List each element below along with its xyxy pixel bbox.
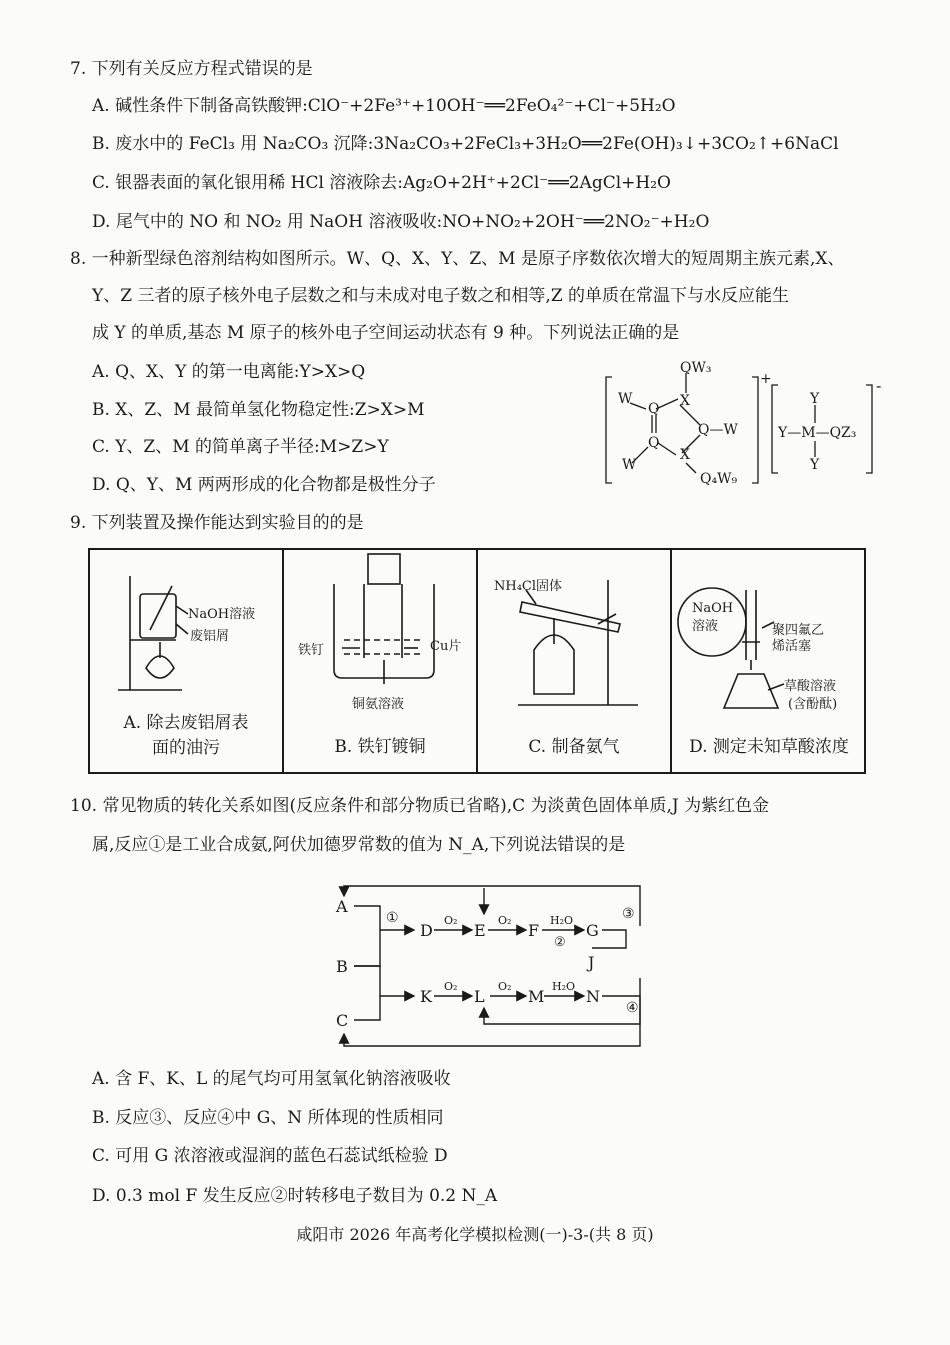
q8-structure-diagram [600,355,890,490]
q9-panel-b-apparatus [284,550,476,710]
q9-panel-c-caption: C. 制备氨气 [528,737,620,757]
q8-x-upper: X [680,393,690,409]
q10-node-e: E [474,921,486,940]
q10-reaction-1: ① [386,910,399,926]
q9-panel-a-label-al: 废铝屑 [190,629,230,644]
page-footer: 咸阳市 2026 年高考化学模拟检测(一)-3-(共 8 页) [296,1225,654,1244]
q7-stem: 7. 下列有关反应方程式错误的是 [70,59,313,79]
q10-node-g: G [586,921,599,940]
q10-reaction-2: ② [554,935,566,950]
q10-stem-line1: 10. 常见物质的转化关系如图(反应条件和部分物质已省略),C 为淡黄色固体单质,J 为紫红色金 [70,796,770,816]
q10-h2o-mn: H₂O [552,980,576,993]
q9-panel-d-caption: D. 测定未知草酸浓度 [689,737,849,757]
q10-o2-ef: O₂ [498,914,512,927]
q9-panel-b-label-nail: 铁钉 [298,643,325,658]
q9-panel-a-caption-line2: 面的油污 [152,738,220,758]
q9-panel-d-label-solution: 溶液 [692,619,719,634]
q10-option-a: A. 含 F、K、L 的尾气均可用氢氧化钠溶液吸收 [92,1069,451,1089]
q9-panel-d-label-ptfe1: 聚四氟乙 [772,623,825,638]
q10-transformation-diagram [330,868,650,1053]
q8-q-lower: Q [648,435,660,451]
q10-reaction-3: ③ [622,906,635,922]
q10-node-b: B [336,957,348,976]
q9-panel-c-apparatus [478,550,670,715]
q9-panel-d-label-indicator: (含酚酞) [788,697,838,712]
q10-node-a: A [336,897,348,916]
q10-node-d: D [420,921,433,940]
q10-node-m: M [528,987,545,1006]
q8-stem-line2: Y、Z 三者的原子核外电子层数之和与未成对电子数之和相等,Z 的单质在常温下与水反应能生 [92,286,790,306]
q7-option-a: A. 碱性条件下制备高铁酸钾:ClO⁻+2Fe³⁺+10OH⁻══2FeO₄²⁻+Cl⁻+5H₂O [92,96,676,116]
q8-y-bottom: Y [810,457,820,473]
q10-node-n: N [586,987,600,1006]
q10-node-k: K [420,987,432,1006]
q8-anion-charge: - [876,376,882,395]
q10-h2o-fg: H₂O [550,914,574,927]
q9-panel-a-caption [108,708,264,758]
q8-qw3-top: QW₃ [680,360,712,376]
q10-option-c: C. 可用 G 浓溶液或湿润的蓝色石蕊试纸检验 D [92,1146,448,1166]
q10-o2-de: O₂ [444,914,458,927]
q7-option-d: D. 尾气中的 NO 和 NO₂ 用 NaOH 溶液吸收:NO+NO₂+2OH⁻══2NO₂⁻+H₂O [92,212,710,232]
q8-w-left-bottom: W [622,457,637,473]
q9-stem: 9. 下列装置及操作能达到实验目的的是 [70,513,364,533]
q10-node-c: C [336,1011,349,1030]
q8-q-upper: Q [648,401,660,417]
q10-stem-line2: 属,反应①是工业合成氨,阿伏加德罗常数的值为 N_A,下列说法错误的是 [92,835,626,855]
q8-x-lower: X [680,447,690,463]
q9-panel-a-label-naoh: NaOH溶液 [188,607,256,622]
q8-stem-line3: 成 Y 的单质,基态 M 原子的核外电子空间运动状态有 9 种。下列说法正确的是 [92,323,680,343]
q10-node-j: J [588,953,595,972]
q8-option-c: C. Y、Z、M 的简单离子半径:M>Z>Y [92,437,389,457]
q10-node-f: F [528,921,540,940]
q9-panel-d-label-naoh: NaOH [692,601,734,616]
q8-cation-charge: + [760,371,772,387]
q9-panel-b-label-cu: Cu片 [430,639,462,654]
q10-o2-kl: O₂ [444,980,458,993]
q9-panel-c-label-nh4cl: NH₄Cl固体 [494,579,563,594]
q9-apparatus-table [88,548,866,774]
q8-option-d: D. Q、Y、M 两两形成的化合物都是极性分子 [92,475,436,495]
q10-option-d: D. 0.3 mol F 发生反应②时转移电子数目为 0.2 N_A [92,1186,498,1206]
q8-y-m-qz3: Y—M—QZ₃ [778,425,857,441]
q8-y-top: Y [810,391,820,407]
q9-panel-d-label-oxalic: 草酸溶液 [784,679,837,694]
q10-o2-lm: O₂ [498,980,512,993]
q8-stem-line1: 8. 一种新型绿色溶剂结构如图所示。W、Q、X、Y、Z、M 是原子序数依次增大的短周期主族元素,X、 [70,249,845,269]
q8-qw-right: Q—W [698,422,738,438]
q10-option-b: B. 反应③、反应④中 G、N 所体现的性质相同 [92,1108,444,1128]
q8-option-a: A. Q、X、Y 的第一电离能:Y>X>Q [92,362,366,382]
q9-panel-a-apparatus [90,550,282,700]
q10-reaction-4: ④ [626,1000,639,1016]
q9-panel-b-caption: B. 铁钉镀铜 [334,737,426,757]
q8-option-b: B. X、Z、M 最简单氢化物稳定性:Z>X>M [92,400,425,420]
q8-q4w9: Q₄W₉ [700,471,738,487]
q8-w-left-top: W [618,391,633,407]
q7-option-c: C. 银器表面的氧化银用稀 HCl 溶液除去:Ag₂O+2H⁺+2Cl⁻══2AgCl+H₂O [92,173,671,193]
q9-panel-d-apparatus [672,550,866,720]
q9-panel-d-label-ptfe2: 烯活塞 [772,639,812,654]
q9-panel-a-caption-line1: A. 除去废铝屑表 [123,713,249,733]
q10-node-l: L [474,987,485,1006]
q9-panel-b-label-solution: 铜氨溶液 [352,697,405,710]
q7-option-b: B. 废水中的 FeCl₃ 用 Na₂CO₃ 沉降:3Na₂CO₃+2FeCl₃+3H₂O══2Fe(OH)₃↓+3CO₂↑+6NaCl [92,134,839,154]
